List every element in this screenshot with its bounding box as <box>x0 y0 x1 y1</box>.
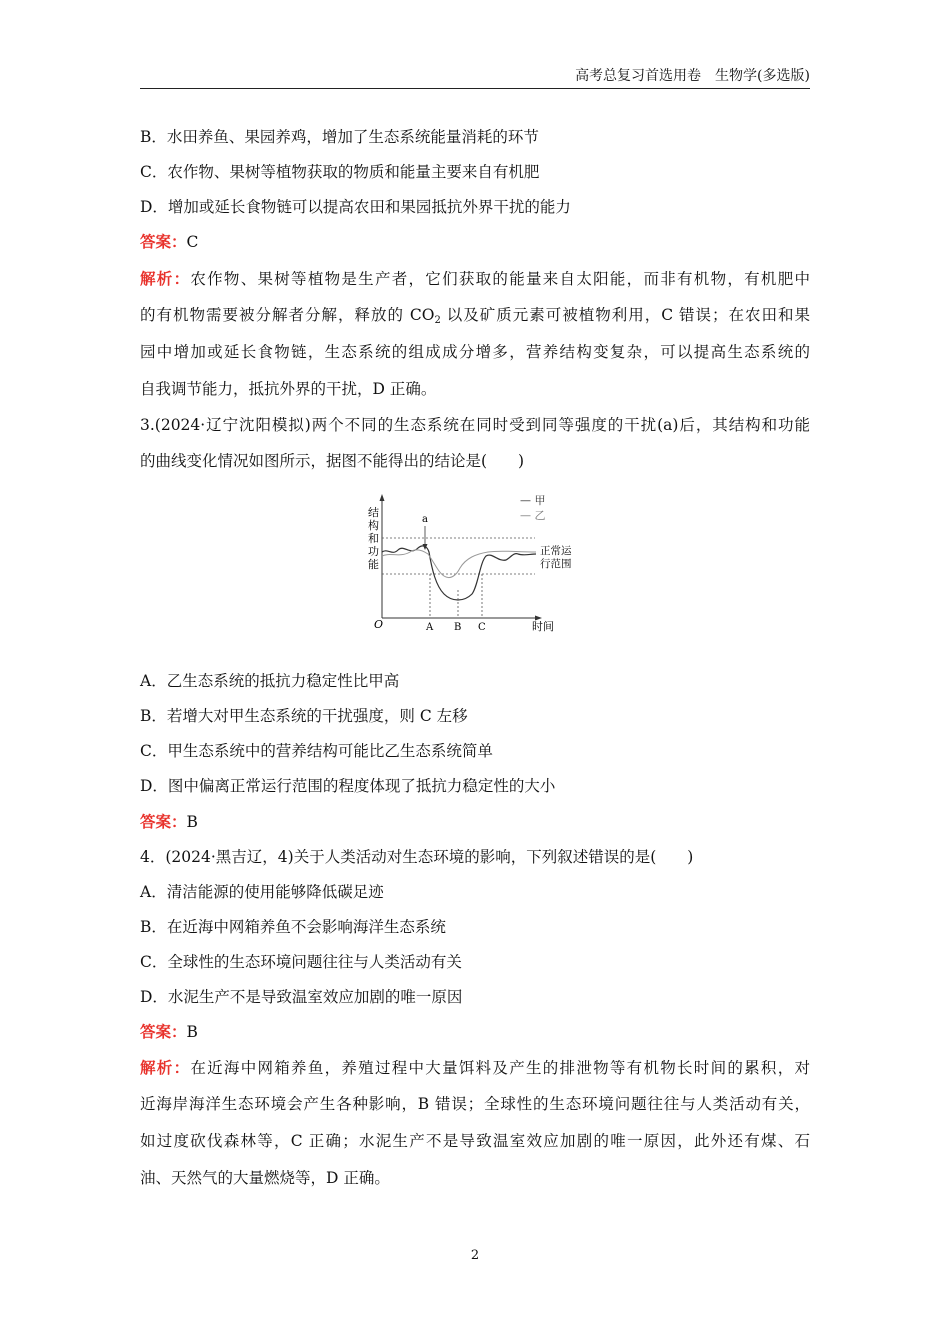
answer-label: 答案： <box>140 1022 187 1041</box>
y-label-char: 和 <box>368 532 379 545</box>
q4-option-c: C．全球性的生态环境问题往往与人类活动有关 <box>140 953 462 971</box>
analysis-label: 解析： <box>140 269 191 288</box>
q2-analysis-line-4: 自我调节能力，抵抗外界的干扰，D 正确。 <box>140 380 437 398</box>
origin-label: O <box>374 618 384 631</box>
range-label-2: 行范围 <box>540 558 572 570</box>
range-label-1: 正常运 <box>540 545 572 557</box>
q3-answer <box>140 811 810 833</box>
q3-option-c: C．甲生态系统中的营养结构可能比乙生态系统简单 <box>140 742 493 760</box>
q4-analysis-line-3: 如过度砍伐森林等，C 正确；水泥生产不是导致温室效应加剧的唯一原因，此外还有煤、石 <box>140 1132 810 1150</box>
q4-analysis-line-4: 油、天然气的大量燃烧等，D 正确。 <box>140 1169 390 1187</box>
q2-answer <box>140 231 810 253</box>
q3-option-a: A．乙生态系统的抵抗力稳定性比甲高 <box>140 672 400 690</box>
disturbance-label: a <box>422 514 428 525</box>
answer-label: 答案： <box>140 812 187 831</box>
q3-stem-line-2: 的曲线变化情况如图所示，据图不能得出的结论是( ) <box>140 452 525 470</box>
y-axis-arrow <box>380 494 385 501</box>
tick-label-a: A <box>426 622 434 633</box>
analysis-text: 在近海中网箱养鱼，养殖过程中大量饵料及产生的排泄物等有机物长时间的累积，对 <box>190 1059 810 1077</box>
x-axis-label: 时间 <box>532 620 554 633</box>
tick-label-b: B <box>454 622 462 633</box>
q4-option-a: A．清洁能源的使用能够降低碳足迹 <box>140 883 384 901</box>
subscript: 2 <box>434 315 441 326</box>
q3-stem-line-1: 3.(2024·辽宁沈阳模拟)两个不同的生态系统在同时受到同等强度的干扰(a)后，其结构和功能 <box>140 416 810 434</box>
q4-stem: 4．(2024·黑吉辽，4)关于人类活动对生态环境的影响，下列叙述错误的是( ) <box>140 848 694 866</box>
q4-analysis-line-2: 近海岸海洋生态环境会产生各种影响，B 错误；全球性的生态环境问题往往与人类活动有关， <box>140 1095 810 1113</box>
stability-figure <box>360 490 592 640</box>
legend-jia: — 甲 <box>520 494 546 507</box>
analysis-label: 解析： <box>140 1058 191 1077</box>
q2-analysis-line-3: 园中增加或延长食物链，生态系统的组成成分增多，营养结构变复杂，可以提高生态系统的 <box>140 343 810 361</box>
analysis-text: 的有机物需要被分解者分解，释放的 CO <box>140 306 435 324</box>
page-number: 2 <box>470 1248 480 1263</box>
q3-option-d: D．图中偏离正常运行范围的程度体现了抵抗力稳定性的大小 <box>140 777 556 795</box>
q4-answer <box>140 1021 810 1043</box>
q4-analysis-line-1 <box>140 1057 810 1079</box>
q2-option-b: B．水田养鱼、果园养鸡，增加了生态系统能量消耗的环节 <box>140 128 539 146</box>
y-label-char: 功 <box>368 545 379 558</box>
q2-option-d: D．增加或延长食物链可以提高农田和果园抵抗外界干扰的能力 <box>140 198 571 216</box>
analysis-text: 农作物、果树等植物是生产者，它们获取的能量来自太阳能，而非有机物，有机肥中 <box>190 270 810 288</box>
answer-label: 答案： <box>140 232 187 251</box>
answer-value: B <box>186 1023 198 1041</box>
answer-value: C <box>186 233 199 251</box>
legend-yi: — 乙 <box>520 509 546 522</box>
tick-label-c: C <box>478 622 486 633</box>
q4-option-d: D．水泥生产不是导致温室效应加剧的唯一原因 <box>140 988 463 1006</box>
q4-option-b: B．在近海中网箱养鱼不会影响海洋生态系统 <box>140 918 446 936</box>
y-label-char: 能 <box>368 558 379 571</box>
curve-yi <box>382 550 536 578</box>
q2-analysis-line-1 <box>140 268 810 290</box>
y-label-char: 构 <box>368 519 379 532</box>
q2-analysis-line-2 <box>140 304 810 326</box>
q2-option-c: C．农作物、果树等植物获取的物质和能量主要来自有机肥 <box>140 163 540 181</box>
answer-value: B <box>186 813 198 831</box>
header-title: 高考总复习首选用卷 生物学(多选版) <box>575 68 810 84</box>
page-header <box>140 66 810 89</box>
y-label-char: 结 <box>368 506 379 519</box>
q3-option-b: B．若增大对甲生态系统的干扰强度，则 C 左移 <box>140 707 468 725</box>
analysis-text: 以及矿质元素可被植物利用，C 错误；在农田和果 <box>440 306 811 324</box>
